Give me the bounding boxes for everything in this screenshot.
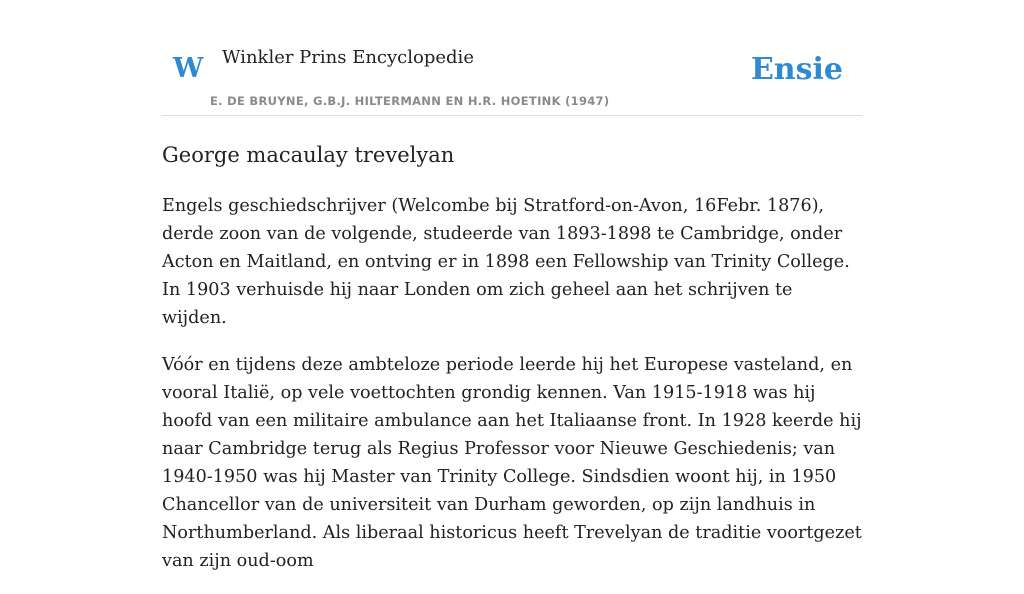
source-title[interactable]: Winkler Prins Encyclopedie xyxy=(222,47,474,68)
article-body xyxy=(162,192,862,594)
source-header xyxy=(162,0,862,116)
article-title: George macaulay trevelyan xyxy=(162,143,455,167)
article-paragraph: Engels geschiedschrijver (Welcombe bij Stratford-on-Avon, 16Febr. 1876), derde zoon van de volgende, studeerde van 1893-1898 te Cambridge, onder Acton en Maitland, en ontving er in 1898 een Fellowship van Trinity College. In 1903 verhuisde hij naar Londen om zich geheel aan het schrijven te wijden. xyxy=(162,196,850,328)
source-logo[interactable]: W xyxy=(173,53,204,84)
page xyxy=(162,0,862,571)
source-authors: E. DE BRUYNE, G.B.J. HILTERMANN EN H.R. HOETINK (1947) xyxy=(210,94,610,108)
brand-logo-link[interactable]: Ensie xyxy=(750,52,843,87)
article-paragraph: Vóór en tijdens deze ambteloze periode leerde hij het Europese vasteland, en vooral Italië, op vele voettochten grondig kennen. Van 1915-1918 was hij hoofd van een militaire ambulance aan het Italiaanse front. In 1928 keerde hij naar Cambridge terug als Regius Professor voor Nieuwe Geschiedenis; van 1940-1950 was hij Master van Trinity College. Sindsdien woont hij, in 1950 Chancellor van de universiteit van Durham geworden, op zijn landhuis in Northumberland. Als liberaal historicus heeft Trevelyan de traditie voortgezet van zijn oud-oom xyxy=(162,355,862,571)
